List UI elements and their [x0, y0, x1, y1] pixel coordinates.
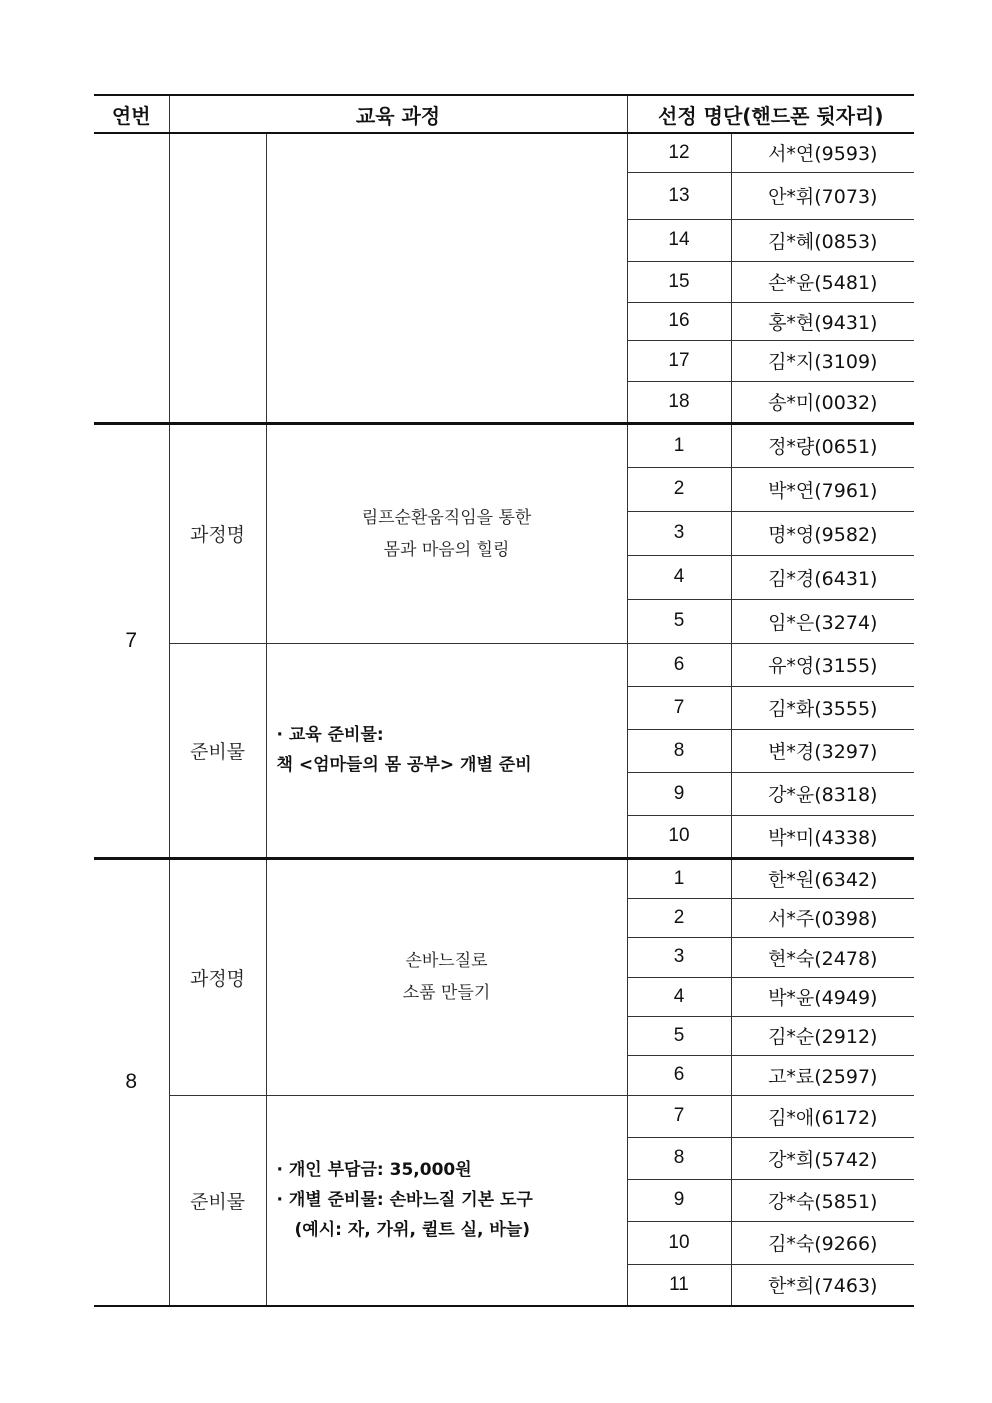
header-selected: 선정 명단(핸드폰 뒷자리) [627, 95, 914, 133]
row-name: 명*영(9582) [731, 511, 914, 555]
row-name: 김*순(2912) [731, 1016, 914, 1055]
row-number: 12 [627, 133, 731, 172]
row-number: 1 [627, 423, 731, 467]
row-number: 10 [627, 815, 731, 858]
preparation-cell [266, 643, 627, 858]
row-name: 고*료(2597) [731, 1055, 914, 1095]
header-course: 교육 과정 [169, 95, 627, 133]
row-number: 5 [627, 1016, 731, 1055]
preparation-line: · 교육 준비물: [276, 725, 384, 745]
course-name-cell [266, 858, 627, 1095]
preparation-label: 준비물 [169, 1095, 266, 1306]
preparation-line: · 개별 준비물: 손바느질 기본 도구 [276, 1190, 533, 1211]
group-number-7: 7 [94, 423, 169, 858]
row-name: 서*주(0398) [731, 898, 914, 937]
row-number: 5 [627, 599, 731, 643]
course-name-line: 소품 만들기 [402, 983, 491, 1003]
row-name: 홍*현(9431) [731, 302, 914, 340]
preparation-line: 책 <엄마들의 몸 공부> 개별 준비 [276, 755, 532, 775]
row-number: 8 [627, 1137, 731, 1179]
row-number: 2 [627, 467, 731, 511]
header-row [94, 95, 914, 133]
row-number: 6 [627, 1055, 731, 1095]
row-name: 변*경(3297) [731, 729, 914, 772]
row-name: 임*은(3274) [731, 599, 914, 643]
row-name: 강*희(5742) [731, 1137, 914, 1179]
row-name: 유*영(3155) [731, 643, 914, 686]
seq-cell-empty [94, 133, 169, 423]
label-cell-empty [169, 133, 266, 423]
row-name: 손*윤(5481) [731, 261, 914, 302]
course-name-line: 몸과 마음의 힐링 [383, 539, 510, 560]
selection-table [94, 94, 914, 1307]
table-row [94, 858, 914, 898]
course-name-label: 과정명 [169, 858, 266, 1095]
row-number: 14 [627, 219, 731, 261]
row-number: 4 [627, 977, 731, 1016]
row-name: 박*윤(4949) [731, 977, 914, 1016]
row-number: 6 [627, 643, 731, 686]
row-name: 현*숙(2478) [731, 937, 914, 977]
row-number: 4 [627, 555, 731, 599]
row-name: 강*윤(8318) [731, 772, 914, 815]
row-name: 김*지(3109) [731, 340, 914, 381]
row-number: 7 [627, 1095, 731, 1137]
preparation-label: 준비물 [169, 643, 266, 858]
table-row [94, 643, 914, 686]
preparation-cell [266, 1095, 627, 1306]
course-name-line: 림프순환움직임을 통한 [361, 507, 532, 528]
row-number: 2 [627, 898, 731, 937]
row-number: 10 [627, 1221, 731, 1264]
row-name: 정*량(0651) [731, 423, 914, 467]
row-number: 8 [627, 729, 731, 772]
row-name: 한*희(7463) [731, 1264, 914, 1306]
row-number: 17 [627, 340, 731, 381]
row-name: 김*애(6172) [731, 1095, 914, 1137]
header-seq: 연번 [94, 95, 169, 133]
preparation-line: · 개인 부담금: 35,000원 [276, 1160, 472, 1181]
row-name: 김*혜(0853) [731, 219, 914, 261]
row-name: 송*미(0032) [731, 381, 914, 423]
row-number: 7 [627, 686, 731, 729]
table-row [94, 1095, 914, 1137]
row-number: 13 [627, 172, 731, 219]
row-number: 9 [627, 772, 731, 815]
row-name: 한*원(6342) [731, 858, 914, 898]
course-name-line: 손바느질로 [405, 951, 488, 971]
row-number: 18 [627, 381, 731, 423]
row-name: 박*미(4338) [731, 815, 914, 858]
table-row [94, 133, 914, 172]
row-number: 3 [627, 937, 731, 977]
row-name: 서*연(9593) [731, 133, 914, 172]
course-name-cell [266, 423, 627, 643]
row-name: 김*화(3555) [731, 686, 914, 729]
preparation-line: (예시: 자, 가위, 퀼트 실, 바늘) [294, 1220, 531, 1241]
row-name: 박*연(7961) [731, 467, 914, 511]
selection-list-sheet [94, 94, 914, 1307]
row-number: 9 [627, 1179, 731, 1221]
row-name: 김*숙(9266) [731, 1221, 914, 1264]
group-number-8: 8 [94, 858, 169, 1306]
row-number: 15 [627, 261, 731, 302]
row-number: 11 [627, 1264, 731, 1306]
row-name: 안*휘(7073) [731, 172, 914, 219]
row-name: 강*숙(5851) [731, 1179, 914, 1221]
course-name-label: 과정명 [169, 423, 266, 643]
row-number: 3 [627, 511, 731, 555]
row-name: 김*경(6431) [731, 555, 914, 599]
table-row [94, 423, 914, 467]
row-number: 16 [627, 302, 731, 340]
course-cell-empty [266, 133, 627, 423]
row-number: 1 [627, 858, 731, 898]
